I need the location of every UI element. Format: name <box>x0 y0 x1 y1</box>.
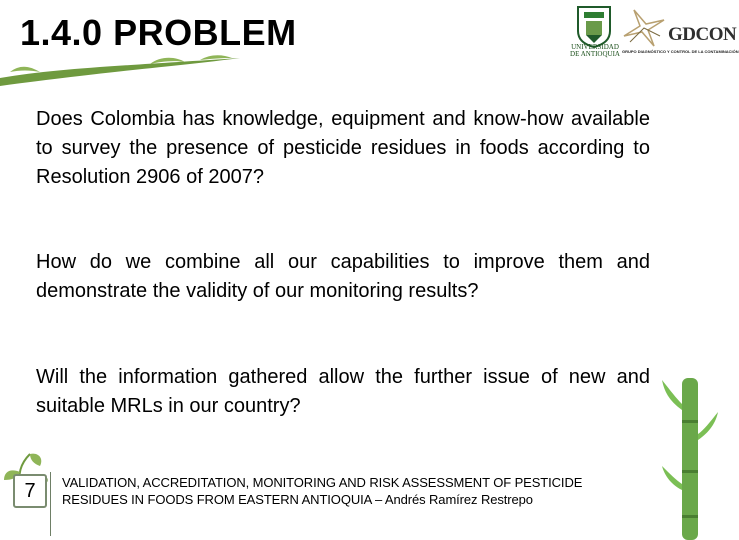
paragraph-question-2: How do we combine all our capabilities to improve them and demonstrate the validity of our monitoring results? <box>36 251 650 302</box>
footer-divider <box>50 472 51 536</box>
footer-line-2: RESIDUES IN FOODS FROM EASTERN ANTIOQUIA – Andrés Ramírez Restrepo <box>62 492 533 507</box>
gdcon-logo-word: GDCON <box>668 24 737 45</box>
paragraph-question-3: Will the information gathered allow the further issue of new and suitable MRLs in our country? <box>36 366 650 417</box>
footer-text <box>62 474 652 508</box>
gdcon-star-icon <box>620 6 668 48</box>
footer-line-1: VALIDATION, ACCREDITATION, MONITORING AND RISK ASSESSMENT OF PESTICIDE <box>62 475 583 490</box>
gdcon-logo-subtitle: GRUPO DIAGNÓSTICO Y CONTROL DE LA CONTAMINACIÓN <box>622 49 739 54</box>
slide-title: 1.4.0 PROBLEM <box>20 12 297 53</box>
title-swoosh-icon <box>0 54 250 94</box>
bamboo-icon <box>660 370 720 540</box>
paragraph-question-1: Does Colombia has knowledge, equipment and know-how available to survey the presence of pesticide residues in foods according to Resolution 2906 of 2007? <box>36 108 650 188</box>
udea-logo-text: UNIVERSIDAD DE ANTIOQUIA <box>570 43 620 58</box>
page-number: 7 <box>13 474 47 508</box>
